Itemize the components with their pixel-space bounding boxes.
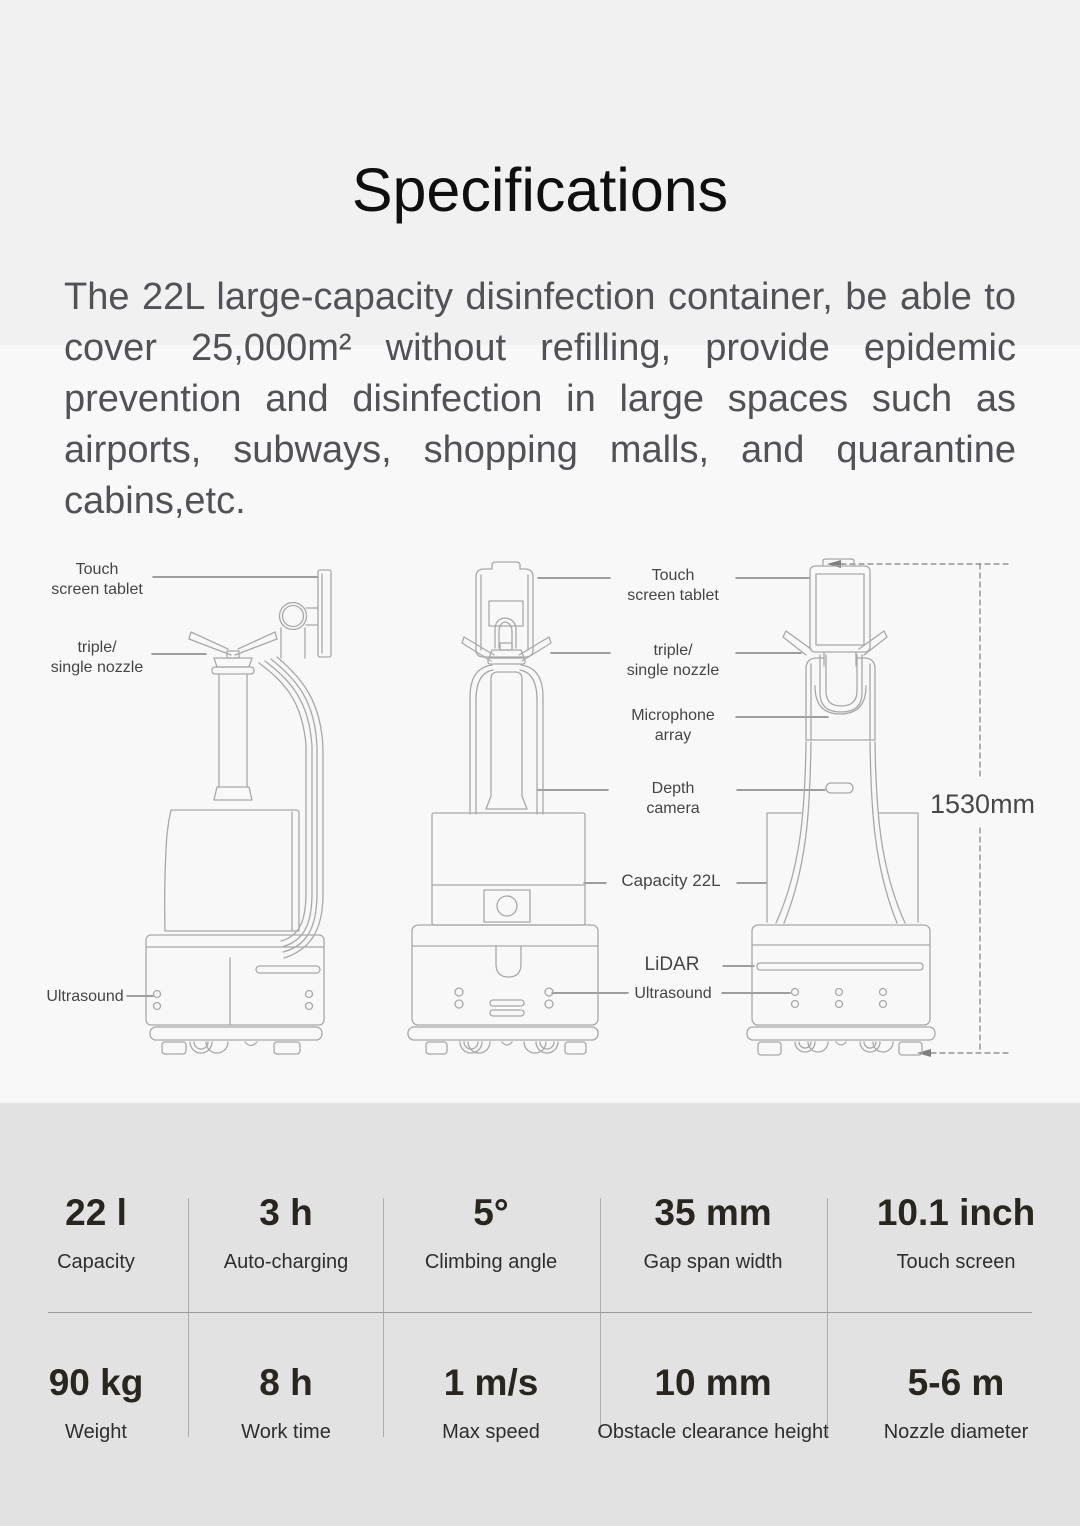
label-line: single nozzle: [626, 662, 720, 679]
spec-divider: [383, 1198, 384, 1437]
label-line: triple/: [653, 642, 693, 659]
spec-value: 90 kg: [48, 1362, 144, 1403]
spec-label: Gap span width: [643, 1251, 783, 1273]
label-depth-camera: [606, 779, 740, 819]
spec-value: 10 mm: [654, 1362, 772, 1403]
label-line: Microphone: [631, 707, 715, 724]
spec-label: Weight: [65, 1421, 127, 1443]
robot-rear-view-illustration: [747, 559, 935, 1055]
label-ultrasound-side: [18, 988, 152, 1006]
spec-max-speed: [442, 1362, 540, 1444]
label-line: Depth: [651, 780, 695, 797]
spec-climbing-angle: [425, 1192, 557, 1274]
spec-label: Obstacle clearance height: [597, 1421, 829, 1443]
spec-value: 35 mm: [654, 1192, 772, 1233]
spec-value: 10.1 inch: [876, 1192, 1036, 1233]
spec-touch-screen: [877, 1192, 1035, 1274]
label-touch-screen-tablet-side: [30, 560, 164, 600]
spec-value: 3 h: [259, 1192, 313, 1233]
spec-divider-horizontal: [48, 1312, 1032, 1313]
spec-label: Climbing angle: [424, 1251, 558, 1273]
height-dimension-label: 1530mm: [930, 789, 1036, 819]
label-line: LiDAR: [644, 954, 700, 975]
specs-background-section: [0, 1103, 1080, 1526]
spec-gap-span-width: [644, 1192, 783, 1274]
robot-side-view-illustration: [146, 570, 331, 1054]
spec-obstacle-clearance: [597, 1362, 828, 1444]
intro-paragraph: The 22L large-capacity disinfection container, be able to cover 25,000m² without refilling, provide epidemic prevention and disinfection in large spaces such as airports, subways, shopping malls, and quarantine cabins,etc.: [64, 276, 1016, 522]
spec-auto-charging: [224, 1192, 349, 1274]
label-line: single nozzle: [50, 659, 144, 676]
label-line: array: [654, 727, 692, 744]
spec-label: Nozzle diameter: [883, 1421, 1029, 1443]
spec-value: 1 m/s: [443, 1362, 539, 1403]
label-line: screen tablet: [627, 587, 719, 604]
robot-front-view-illustration: [408, 562, 598, 1054]
spec-label: Auto-charging: [223, 1251, 349, 1273]
spec-value: 5-6 m: [907, 1362, 1005, 1403]
label-line: Ultrasound: [634, 985, 712, 1002]
label-line: Touch: [651, 567, 695, 584]
spec-divider: [188, 1198, 189, 1437]
label-line: Ultrasound: [46, 988, 124, 1005]
label-nozzle-side: [30, 638, 164, 678]
label-capacity: [601, 872, 741, 890]
spec-label: Max speed: [442, 1421, 540, 1443]
page-title: Specifications: [351, 155, 729, 224]
spec-label: Touch screen: [896, 1251, 1016, 1273]
spec-label: Capacity: [57, 1251, 135, 1273]
label-touch-screen-tablet-center: [606, 566, 740, 606]
label-line: Touch: [75, 561, 119, 578]
spec-capacity: [57, 1192, 135, 1274]
label-line: Capacity 22L: [621, 871, 721, 890]
label-ultrasound-center: [613, 985, 733, 1003]
spec-value: 8 h: [259, 1362, 313, 1403]
label-line: screen tablet: [51, 581, 143, 598]
spec-label: Work time: [241, 1421, 331, 1443]
label-nozzle-center: [606, 641, 740, 681]
label-microphone-array: [606, 706, 740, 746]
spec-value: 22 l: [65, 1192, 127, 1233]
label-line: camera: [646, 800, 700, 817]
label-line: triple/: [77, 639, 117, 656]
spec-value: 5°: [473, 1192, 509, 1233]
robot-technical-diagram: [0, 540, 1080, 1080]
label-lidar: [612, 956, 732, 974]
spec-nozzle-diameter: [884, 1362, 1029, 1444]
spec-weight: [49, 1362, 144, 1444]
spec-work-time: [241, 1362, 331, 1444]
